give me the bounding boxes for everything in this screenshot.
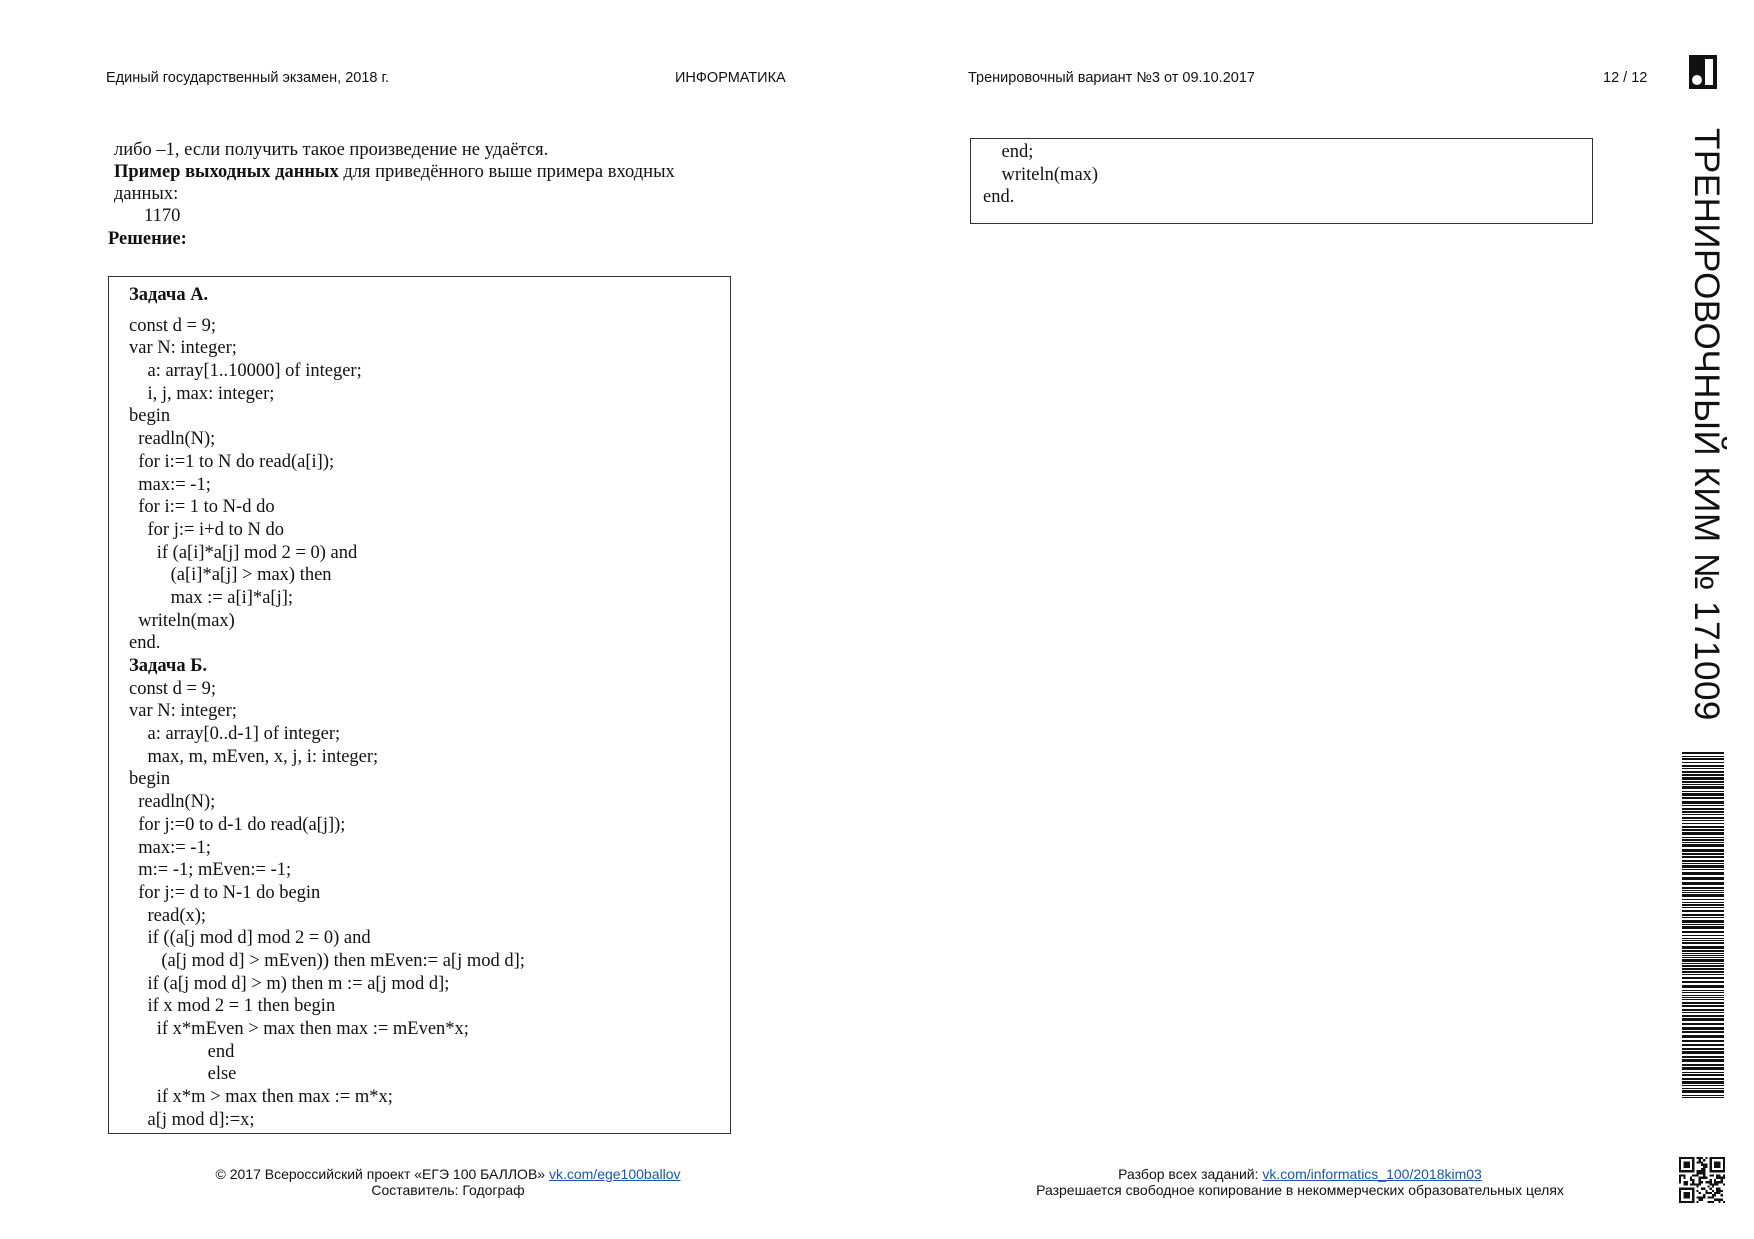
intro-line-3: данных: bbox=[114, 184, 179, 204]
solution-heading: Решение: bbox=[108, 229, 187, 249]
code-line: (a[i]*a[j] > max) then bbox=[129, 565, 332, 586]
example-output-line bbox=[114, 161, 734, 183]
code-line: if ((a[j mod d] mod 2 = 0) and bbox=[129, 928, 371, 949]
code-line: if (a[i]*a[j] mod 2 = 0) and bbox=[129, 542, 358, 563]
code-line: max, m, mEven, x, j, i: integer; bbox=[129, 746, 379, 767]
code-line: end. bbox=[983, 187, 1015, 208]
code-line: max := a[i]*a[j]; bbox=[129, 587, 294, 608]
code-continuation-box bbox=[970, 138, 1593, 224]
barcode-icon bbox=[1682, 752, 1724, 1100]
code-line: max:= -1; bbox=[129, 474, 211, 495]
code-line: read(x); bbox=[129, 905, 207, 926]
code-line: const d = 9; bbox=[129, 678, 216, 699]
code-line: m:= -1; mEven:= -1; bbox=[129, 860, 292, 881]
code-line: var N: integer; bbox=[129, 701, 237, 722]
code-line: var N: integer; bbox=[129, 338, 237, 359]
header-variant: Тренировочный вариант №3 от 09.10.2017 bbox=[968, 70, 1255, 86]
task-a-code bbox=[129, 315, 730, 655]
example-output-rest: для приведённого выше примера входных bbox=[338, 162, 675, 182]
logo-icon bbox=[1689, 55, 1717, 89]
example-output-value: 1170 bbox=[144, 206, 181, 226]
code-line: end. bbox=[129, 633, 161, 654]
code-line: max:= -1; bbox=[129, 837, 211, 858]
code-line: a: array[0..d-1] of integer; bbox=[129, 724, 341, 745]
code-line: const d = 9; bbox=[129, 315, 216, 336]
ege100-link[interactable]: vk.com/ege100ballov bbox=[548, 1166, 681, 1182]
code-line: readln(N); bbox=[129, 429, 216, 450]
code-line: writeln(max) bbox=[983, 164, 1099, 185]
example-output-label: Пример выходных данных bbox=[114, 162, 339, 182]
code-line: if x*mEven > max then max := mEven*x; bbox=[129, 1019, 469, 1039]
footer-analysis bbox=[1010, 1166, 1590, 1182]
code-line: for j:= d to N-1 do begin bbox=[129, 882, 321, 903]
copyright-text: © 2017 Всероссийский проект «ЕГЭ 100 БАЛЛОВ» bbox=[215, 1166, 549, 1182]
code-line: a: array[1..10000] of integer; bbox=[129, 361, 362, 382]
code-line: end bbox=[129, 1041, 235, 1062]
code-line: for i:=1 to N do read(a[i]); bbox=[129, 451, 335, 472]
task-a-title: Задача А. bbox=[129, 285, 209, 305]
task-b-title: Задача Б. bbox=[129, 656, 208, 676]
code-line: for i:= 1 to N-d do bbox=[129, 497, 275, 518]
header-left: Единый государственный экзамен, 2018 г. bbox=[106, 70, 390, 86]
qr-code-icon bbox=[1679, 1157, 1725, 1203]
informatics-link[interactable]: vk.com/informatics_100/2018kim03 bbox=[1262, 1166, 1482, 1182]
footer-left bbox=[200, 1166, 696, 1198]
code-line: readln(N); bbox=[129, 792, 216, 813]
page-number: 12 / 12 bbox=[1603, 70, 1648, 86]
task-b-code bbox=[129, 678, 730, 1132]
footer-copyright bbox=[200, 1166, 696, 1182]
code-line: else bbox=[129, 1064, 237, 1085]
code-line: if x*m > max then max := m*x; bbox=[129, 1087, 393, 1108]
code-line: a[j mod d]:=x; bbox=[129, 1109, 255, 1130]
intro-line-1: либо –1, если получить такое произведение не удаётся. bbox=[114, 140, 549, 160]
side-title: ТРЕНИРОВОЧНЫЙ КИМ № 171009 bbox=[1687, 128, 1726, 721]
solution-code-box bbox=[108, 276, 731, 1134]
code-line: writeln(max) bbox=[129, 610, 235, 631]
code-line: (a[j mod d] > mEven)) then mEven:= a[j mod d]; bbox=[129, 950, 525, 971]
code-line: if (a[j mod d] > m) then m := a[j mod d]; bbox=[129, 973, 450, 994]
footer-author: Составитель: Годограф bbox=[371, 1182, 525, 1198]
footer-license: Разрешается свободное копирование в некоммерческих образовательных целях bbox=[1036, 1182, 1564, 1198]
footer-right bbox=[1010, 1166, 1590, 1198]
code-line: begin bbox=[129, 406, 171, 427]
analysis-text: Разбор всех заданий: bbox=[1118, 1166, 1263, 1182]
header-subject: ИНФОРМАТИКА bbox=[675, 70, 786, 86]
code-line: i, j, max: integer; bbox=[129, 383, 275, 404]
code-line: for j:=0 to d-1 do read(a[j]); bbox=[129, 814, 346, 835]
intro-text bbox=[114, 139, 734, 227]
code-line: begin bbox=[129, 769, 171, 790]
code-line: end; bbox=[983, 142, 1034, 162]
code-line: for j:= i+d to N do bbox=[129, 519, 284, 540]
code-line: if x mod 2 = 1 then begin bbox=[129, 996, 336, 1017]
